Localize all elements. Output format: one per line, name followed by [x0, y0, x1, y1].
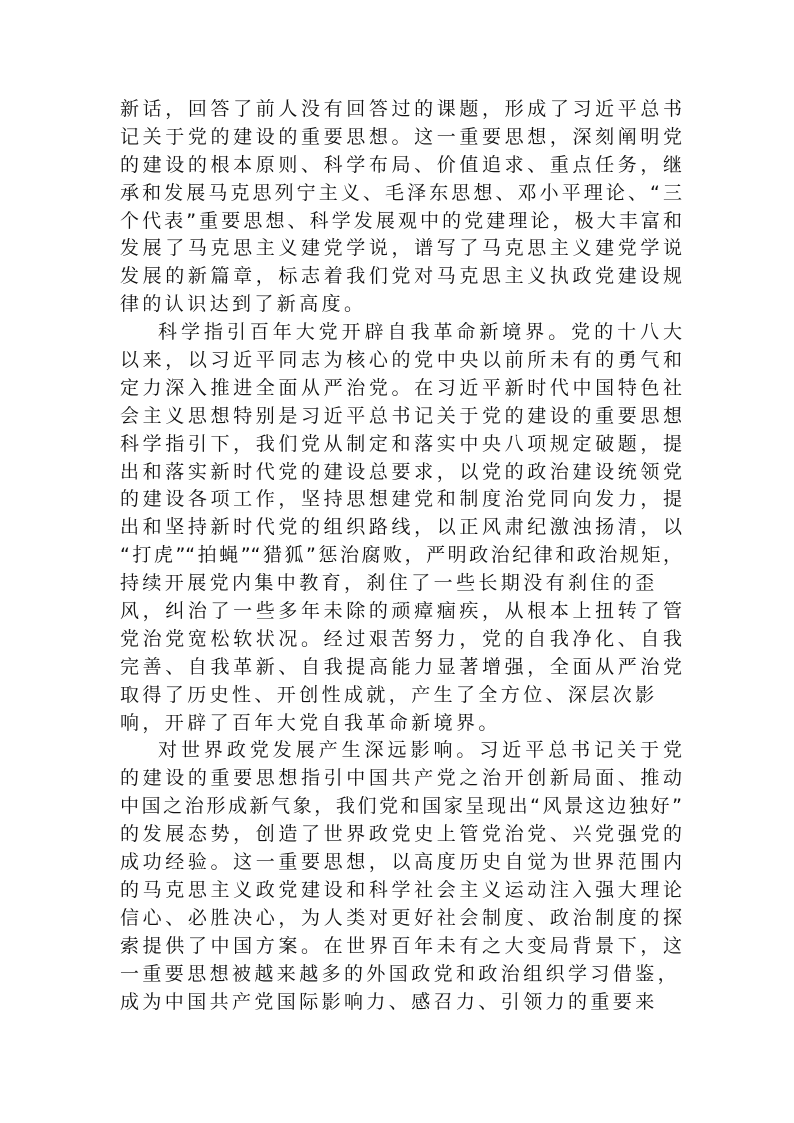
text-line: 取得了历史性、开创性成就，产生了全方位、深层次影: [120, 683, 658, 706]
text-line: 成功经验。这一重要思想，以高度历史自觉为世界范围内: [120, 851, 682, 874]
paragraph: [120, 737, 682, 1016]
text-line: 会主义思想特别是习近平总书记关于党的建设的重要思想: [120, 404, 682, 427]
text-line: 以来，以习近平同志为核心的党中央以前所未有的勇气和: [120, 349, 682, 372]
paragraph: [120, 96, 682, 319]
text-line: 个代表”重要思想、科学发展观中的党建理论，极大丰富和: [120, 209, 682, 232]
text-line: 律的认识达到了新高度。: [120, 293, 367, 316]
text-line: 出和落实新时代党的建设总要求，以党的政治建设统领党: [120, 460, 682, 483]
text-line: 一重要思想被越来越多的外国政党和政治组织学习借鉴，: [120, 962, 681, 985]
document-body: [120, 96, 682, 1016]
text-line: 的建设的根本原则、科学布局、价值追求、重点任务，继: [120, 153, 682, 176]
text-line: 承和发展马克思列宁主义、毛泽东思想、邓小平理论、“三: [120, 181, 682, 204]
text-line: 的发展态势，创造了世界政党史上管党治党、兴党强党的: [120, 823, 682, 846]
text-line: 定力深入推进全面从严治党。在习近平新时代中国特色社: [120, 376, 682, 399]
text-line: 新话，回答了前人没有回答过的课题，形成了习近平总书: [120, 98, 682, 120]
text-line: 发展的新篇章，标志着我们党对马克思主义执政党建设规: [120, 265, 682, 288]
text-line: 信心、必胜决心，为人类对更好社会制度、政治制度的探: [120, 906, 682, 929]
text-line: 持续开展党内集中教育，刹住了一些长期没有刹住的歪: [120, 572, 658, 595]
text-line: 发展了马克思主义建党学说，谱写了马克思主义建党学说: [120, 237, 682, 260]
text-line: “打虎”“拍蝇”“猎狐”惩治腐败，严明政治纪律和政治规矩，: [120, 544, 682, 567]
text-line: 记关于党的建设的重要思想。这一重要思想，深刻阐明党: [120, 125, 682, 148]
text-line: 党治党宽松软状况。经过艰苦努力，党的自我净化、自我: [120, 627, 682, 650]
text-line: 的建设各项工作，坚持思想建党和制度治党同向发力，提: [120, 488, 682, 511]
text-line: 成为中国共产党国际影响力、感召力、引领力的重要来: [120, 990, 658, 1013]
text-line: 出和坚持新时代党的组织路线，以正风肃纪激浊扬清，以: [120, 516, 682, 539]
text-line: 的建设的重要思想指引中国共产党之治开创新局面、推动: [120, 767, 682, 790]
text-line: 响，开辟了百年大党自我革命新境界。: [120, 711, 501, 734]
text-line: 索提供了中国方案。在世界百年未有之大变局背景下，这: [120, 934, 682, 957]
text-line: 中国之治形成新气象，我们党和国家呈现出“风景这边独好”: [120, 795, 682, 818]
text-line: 的马克思主义政党建设和科学社会主义运动注入强大理论: [120, 878, 682, 901]
text-line: 完善、自我革新、自我提高能力显著增强，全面从严治党: [120, 655, 682, 678]
text-line: 风，纠治了一些多年未除的顽瘴痼疾，从根本上扭转了管: [120, 600, 682, 623]
text-line: 科学指引下，我们党从制定和落实中央八项规定破题，提: [120, 432, 682, 455]
paragraph: [120, 319, 682, 737]
text-line: 对世界政党发展产生深远影响。习近平总书记关于党: [158, 739, 682, 762]
text-line: 科学指引百年大党开辟自我革命新境界。党的十八大: [158, 321, 682, 344]
